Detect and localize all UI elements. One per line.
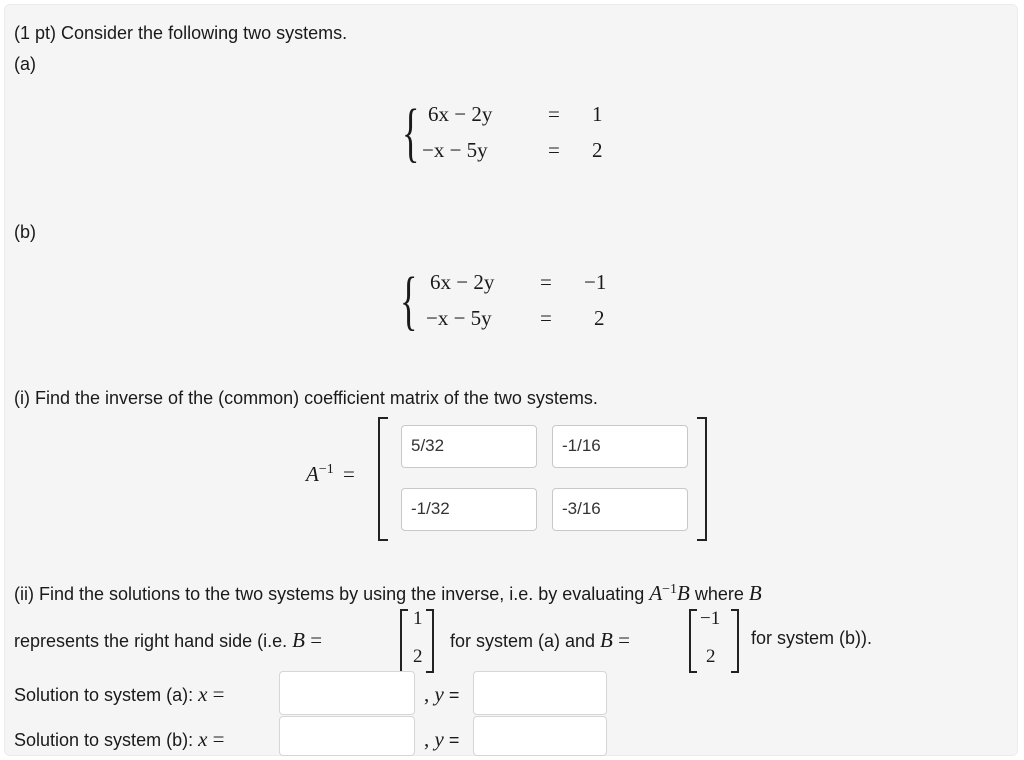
system-b-row-1-lhs: 6x − 2y xyxy=(430,270,495,294)
system-b-row-2-rhs: 2 xyxy=(594,306,605,330)
inverse-matrix-label xyxy=(306,462,355,487)
where-text: where xyxy=(689,584,749,604)
equals-sign: = xyxy=(342,462,355,486)
system-b-row-1-eq: = xyxy=(540,270,552,294)
equals-sign: = xyxy=(207,727,225,751)
matrix-cell-1-1-input[interactable]: 5/32 xyxy=(401,425,537,468)
problem-header: (1 pt) Consider the following two systems. xyxy=(14,23,348,43)
system-a-row-1-eq: = xyxy=(548,102,560,126)
solution-a-y-label xyxy=(424,682,459,707)
y-variable: y xyxy=(434,682,444,706)
system-a-row-2-eq: = xyxy=(548,138,560,162)
part-a-label: (a) xyxy=(14,54,36,74)
system-a-row-2-lhs: −x − 5y xyxy=(422,138,488,162)
part-ii-line-2-end: for system (b)). xyxy=(751,628,873,648)
vector-b-entry-2: 2 xyxy=(706,646,716,667)
solution-b-y-input[interactable] xyxy=(473,716,607,756)
b-symbol: B xyxy=(748,581,762,605)
equals-sign: = xyxy=(443,730,460,750)
system-a-row-2-rhs: 2 xyxy=(592,138,603,162)
system-a-row-1-rhs: 1 xyxy=(592,102,603,126)
solution-b-x-input[interactable] xyxy=(279,716,415,756)
inverse-superscript: −1 xyxy=(318,462,334,477)
system-a-row-1-lhs: 6x − 2y xyxy=(428,102,493,126)
part-ii-line-2-mid xyxy=(450,628,630,653)
matrix-symbol: A xyxy=(649,581,663,605)
comma: , xyxy=(424,682,430,706)
for-system-a-text: for system (a) and xyxy=(450,631,601,651)
left-bracket-icon xyxy=(400,609,408,673)
part-ii-text: (ii) Find the solutions to the two systems by using the inverse, i.e. by evaluating xyxy=(14,584,650,604)
solution-b-label: Solution to system (b): xyxy=(14,730,199,750)
part-ii-line-2 xyxy=(14,628,322,653)
solution-a-label-group xyxy=(14,682,225,707)
solution-b-label-group xyxy=(14,727,225,752)
left-brace-icon: { xyxy=(402,96,420,169)
right-bracket-icon xyxy=(731,609,739,673)
solution-a-label: Solution to system (a): xyxy=(14,685,199,705)
part-ii-line-1 xyxy=(14,581,762,606)
represents-text: represents the right hand side (i.e. xyxy=(14,631,293,651)
right-bracket-icon xyxy=(697,417,707,541)
x-variable: x xyxy=(198,727,208,751)
left-bracket-icon xyxy=(378,417,388,541)
matrix-cell-1-2-input[interactable]: -1/16 xyxy=(552,425,688,468)
inverse-superscript: −1 xyxy=(662,582,678,597)
equals-sign: = xyxy=(207,682,225,706)
b-symbol: B xyxy=(600,628,613,652)
vector-a-entry-2: 2 xyxy=(413,646,423,667)
system-b-row-2-eq: = xyxy=(540,306,552,330)
matrix-cell-2-1-input[interactable]: -1/32 xyxy=(401,488,537,531)
left-brace-icon: { xyxy=(400,264,418,337)
equals-sign: = xyxy=(443,685,460,705)
equals-sign: = xyxy=(304,628,323,652)
comma: , xyxy=(424,727,430,751)
x-variable: x xyxy=(198,682,208,706)
b-symbol: B xyxy=(677,581,690,605)
part-i-text: (i) Find the inverse of the (common) coefficient matrix of the two systems. xyxy=(14,388,598,408)
left-bracket-icon xyxy=(689,609,697,673)
solution-b-y-label xyxy=(424,727,459,752)
vector-b-entry-1: −1 xyxy=(700,608,721,629)
y-variable: y xyxy=(434,727,444,751)
system-b-row-1-rhs: −1 xyxy=(584,270,607,294)
matrix-symbol: A xyxy=(306,462,319,486)
system-b-row-2-lhs: −x − 5y xyxy=(426,306,492,330)
vector-a-entry-1: 1 xyxy=(413,608,423,629)
solution-a-y-input[interactable] xyxy=(473,671,607,715)
matrix-cell-2-2-input[interactable]: -3/16 xyxy=(552,488,688,531)
part-b-label: (b) xyxy=(14,222,36,242)
equals-sign: = xyxy=(612,628,630,652)
b-symbol: B xyxy=(292,628,305,652)
solution-a-x-input[interactable] xyxy=(279,671,415,715)
right-bracket-icon xyxy=(426,609,434,673)
